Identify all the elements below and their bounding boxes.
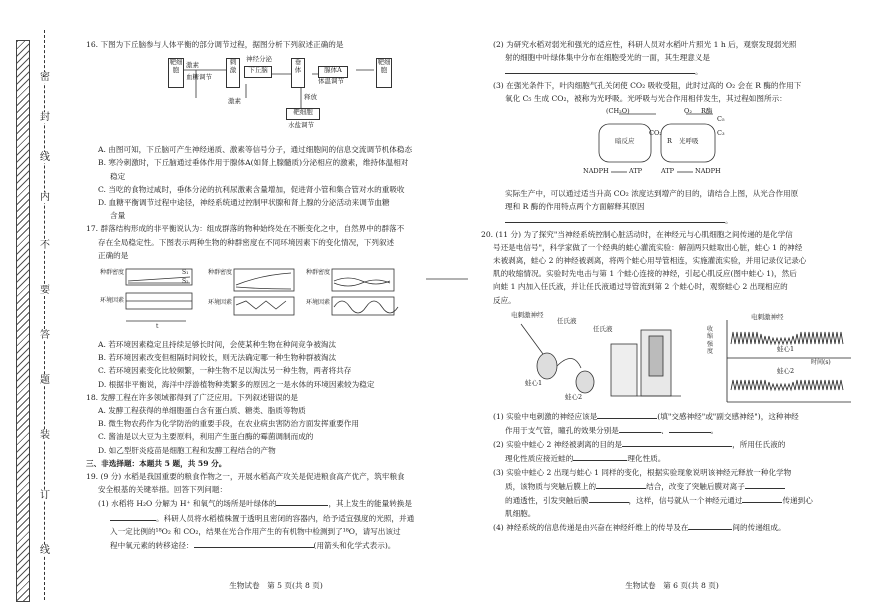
q17-option-a: A. 若环境因素稳定且持续足够长时间，会使某种生物在种间竞争被淘汰: [98, 340, 337, 350]
q19-sub3-line-5: 。: [481, 213, 859, 227]
q16-arrows: [86, 54, 468, 140]
binding-label: 要: [40, 285, 50, 296]
q17-label-time: t: [156, 323, 159, 331]
q20-sub2-line-2: 理化性质应接近蛙的 理化性质。: [481, 451, 859, 465]
q20-apparatus-figure: [481, 310, 859, 406]
footer-page-6: 生物试卷 第 6 页(共 8 页): [625, 581, 719, 590]
answer-blank[interactable]: [745, 479, 785, 489]
q18-option-b: B. 微生物农药作为化学防治的重要手段，在农业病虫害防治方面发挥重要作用: [98, 419, 359, 429]
q19-label-dark: 暗反应: [615, 137, 635, 146]
q20-line-5: 向蛙 1 内加入任氏液，并让任氏液通过导管流到第 2 个蛙心时，观察蛙心 2 出现相应的: [493, 282, 788, 292]
q19-label-r: R: [667, 137, 672, 146]
q19-label-atp-1: ATP: [629, 167, 643, 176]
q16-option-b: B. 寒冷刺激时，下丘脑通过垂体作用于腺体A(如肾上腺髓质)分泌相应的激素，维持体温相对: [98, 158, 409, 168]
q20-line-3: 未被剥离，蛙心 2 的神经被剥离，将两个蛙心用导管相连，实施灌流实验，并用记录仪记录心: [493, 256, 807, 266]
q16-target-cell-2: 靶细胞: [376, 58, 392, 88]
binding-hatch: [16, 40, 30, 602]
q17-label-env: 环境因素: [100, 297, 125, 305]
page-5: [86, 38, 468, 552]
q19-sub1-line-4: 程中氧元素的转移途径： (用箭头和化学式表示)。: [86, 538, 468, 552]
q17-stem-1: 17. 群落结构形成的非平衡说认为：组成群落的物种始终处在不断变化之中，自然界中的群落不: [86, 224, 405, 234]
page-6: [481, 38, 859, 535]
section-3-heading: 三、非选择题：本题共 5 题，共 59 分。: [86, 458, 227, 468]
answer-blank[interactable]: [669, 423, 711, 433]
q18-option-c: C. 酱油是以大豆为主要原料，利用产生蛋白酶的霉菌调制而成的: [98, 432, 314, 442]
q16-label-hormone2: 激素: [228, 97, 241, 106]
q16-diagram: [86, 54, 468, 140]
q19-sub1-line-1: (1) 水稻将 H₂O 分解为 H⁺ 和氧气的场所是叶绿体的 ，其上发生的能量转换是: [86, 496, 468, 510]
binding-label: 线: [40, 152, 50, 163]
q19-sub3-line-2: 氧化 C₅ 生成 CO₂，被称为光呼吸。光呼吸与光合作用相伴发生，其过程如图所示：: [505, 93, 787, 103]
q16-pituitary-box: 垂体: [291, 58, 305, 88]
q20-line-6: 反应。: [493, 295, 516, 305]
q19-label-atp-2: ATP: [661, 167, 675, 176]
answer-blank[interactable]: [742, 493, 782, 503]
q19-sub2-line-1: (2) 为研究水稻对弱光和强光的适应性，科研人员对水稻叶片照光 1 h 后，观察发现弱光照: [493, 40, 797, 49]
q20-sub3-line-2: 质，该物质与突触后膜上的 结合，改变了突触后膜对离子: [481, 479, 859, 493]
q20-sub3-line-4: 肌细胞。: [505, 509, 536, 519]
answer-blank[interactable]: [505, 213, 725, 223]
binding-label: 答: [40, 330, 50, 341]
q20-line-2: 号还是电信号"，科学家做了一个经典的蛙心灌流实验：解剖两只蛙取出心脏，蛙心 1 的神经: [493, 242, 803, 252]
q16-label-blood: 血糖调节: [186, 73, 212, 82]
q19-label-nadph-2: NADPH: [695, 167, 721, 176]
q19-sub3-line-4: 理和 R 酶的作用特点两个方面解释其原因: [505, 202, 645, 212]
q20-sub4-line-1: (4) 神经系统的信息传递是由兴奋在神经纤维上的传导及在 间的传递组成。: [481, 520, 859, 534]
answer-blank[interactable]: [589, 493, 629, 503]
q17-label-s1: S₁: [182, 269, 189, 277]
q18-stem: 18. 发酵工程在许多领域都得到了广泛应用。下列叙述错误的是: [86, 392, 298, 402]
q19-label-photoresp: 光呼吸: [679, 137, 699, 146]
q20-trace-graph: [727, 320, 851, 402]
q19-label-nadph-1: NADPH: [583, 167, 609, 176]
q17-option-b: B. 若环境因素改变但相隔时间较长，则无法确定哪一种生物种群被淘汰: [98, 353, 337, 363]
q16-label-release: 释放: [304, 93, 317, 102]
q16-label-temp: 体温调节: [318, 77, 344, 86]
q16-label-hormone: 激素: [186, 61, 199, 70]
q16-option-a: A. 由图可知，下丘脑可产生神经递质、激素等信号分子，通过细胞间的信息交流调节机体稳态: [98, 145, 413, 155]
answer-blank[interactable]: [597, 409, 657, 419]
q19-sub3-line-1: (3) 在强光条件下，叶肉细胞气孔关闭使 CO₂ 吸收受阻，此时过高的 O₂ 会在 R 酶的作用下: [493, 80, 802, 90]
answer-blank[interactable]: [619, 423, 661, 433]
q17-graph-svg: [86, 265, 468, 335]
binding-label: 题: [40, 375, 50, 386]
answer-blank[interactable]: [110, 511, 156, 521]
q16-stimulus-box: 刺激: [226, 58, 240, 88]
q19-label-c5: C₅: [717, 115, 725, 124]
q19-sub2-line-2: 射的细胞中叶绿体集中分布在细胞受光的一面，其生理意义是: [505, 53, 711, 63]
binding-label: 装: [40, 430, 50, 441]
q19-photorespiration-diagram: [481, 108, 859, 184]
answer-blank[interactable]: [688, 520, 732, 530]
q16-option-d-cont: 含量: [110, 211, 126, 221]
q19-sub1-line-2: 。科研人员将水稻植株置于透明且密闭的容器内，给予适宜强度的光照，并通: [86, 511, 468, 525]
q17-option-d: D. 根据非平衡说，海洋中浮游植物种类繁多的原因之一是水体的环境因素较为稳定: [98, 379, 375, 389]
q20-sub2-line-1: (2) 实验中蛙心 2 神经被剥离的目的是 ，所用任氏液的: [481, 437, 859, 451]
q20-label-axis-y: 收缩强度: [707, 325, 714, 356]
q16-target-cell-3: 靶细胞: [286, 108, 320, 120]
q16-label-sense: 神经分泌: [246, 55, 272, 64]
q20-sub3-line-1: (3) 实验中蛙心 2 出现与蛙心 1 同样的变化，根据实验现象说明该神经元释放一种化学物: [493, 467, 792, 477]
q16-gland-a-box: 腺体A: [318, 66, 348, 78]
q17-stem-3: 正确的是: [98, 250, 129, 260]
q17-label-density-3: 种群密度: [306, 269, 331, 277]
q17-label-s2: S₂: [182, 278, 189, 286]
footer-page-5: 生物试卷 第 5 页(共 8 页): [229, 581, 323, 590]
q18-option-a: A. 发酵工程获得的单细胞蛋白含有蛋白质、糖类、脂质等物质: [98, 406, 306, 416]
q20-label-trace-2: 蛙心2: [777, 366, 795, 375]
q16-target-cell: 靶细胞: [168, 58, 184, 88]
q20-sub3-line-3: 的通透性，引发突触后膜 ，这样，信号就从一个神经元通过 传递到心: [481, 493, 859, 507]
q20-line-1: 20. (11 分) 为了探究"当神经系统控制心脏活动时，在神经元与心肌细胞之间传递的是化学信: [481, 229, 793, 239]
q20-label-trace-1: 蛙心1: [777, 344, 795, 353]
answer-blank[interactable]: [276, 496, 328, 506]
q16-label-water: 水盐调节: [288, 121, 314, 130]
q19-sub2-line-3: 。: [481, 64, 859, 78]
q19-sub3-line-3: 实际生产中，可以通过适当升高 CO₂ 浓度达到增产的目的，请结合上图，从光合作用原: [505, 189, 799, 199]
q16-option-b-cont: 稳定: [110, 171, 126, 181]
binding-label: 密: [40, 72, 50, 83]
binding-label: 内: [40, 192, 50, 203]
q20-label-ringer: 任氏液: [557, 316, 577, 325]
q20-sub1-line-1: (1) 实验中电刺激的神经应该是 (填"交感神经"或"副交感神经")，这种神经: [481, 409, 859, 423]
answer-blank[interactable]: [596, 479, 646, 489]
q19-line-2: 安全根基的关键举措。回答下列问题：: [98, 485, 228, 495]
answer-blank[interactable]: [194, 538, 314, 548]
q17-option-c: C. 若环境因素变化比较频繁，一种生物不足以淘汰另一种生物，两者将共存: [98, 366, 352, 376]
q16-option-d: D. 血糖平衡调节过程中途径，神经系统通过控制甲状腺和肾上腺的分泌活动来调节血糖: [98, 198, 390, 208]
q20-label-heart-1: 蛙心1: [525, 378, 543, 387]
q17-label-env-2: 环境因素: [208, 299, 233, 307]
answer-blank[interactable]: [505, 64, 695, 74]
q20-label-axis-x: 时间(s): [811, 358, 831, 366]
q16-stem: 16. 下图为下丘脑参与人体平衡的部分调节过程，据图分析下列叙述正确的是: [86, 40, 344, 49]
q19-sub1-line-3: 入一定比例的¹⁸O₂ 和 CO₂，结果在光合作用产生的有机物中检测到了¹⁸O，请写出该过: [110, 526, 401, 536]
binding-label: 订: [40, 490, 50, 501]
q20-line-4: 肌的收缩情况。实验时先电击与第 1 个蛙心连接的神经，引起心肌反应(图中蛙心 1)，然后: [493, 269, 797, 279]
q20-sub1-line-2: 作用于支气管，瞳孔的效果分别是 、 。: [481, 423, 859, 437]
q17-graphs: [86, 265, 468, 335]
q17-label-density: 种群密度: [100, 269, 125, 277]
binding-label: 封: [40, 112, 50, 123]
q20-apparatus-svg: [481, 310, 859, 406]
q20-label-ringer-2: 任氏液: [593, 324, 613, 333]
q16-hypothalamus-box: 下丘脑: [244, 66, 272, 78]
q16-option-c: C. 当吃的食物过咸时，垂体分泌的抗利尿激素含量增加，促进肾小管和集合管对水的重吸收: [98, 184, 405, 194]
q19-label-co2: CO₂: [649, 129, 662, 138]
q19-line-1: 19. (9 分) 水稻是我国重要的粮食作物之一，开展水稻高产攻关是促进粮食高产优产，筑牢粮食: [86, 472, 405, 482]
q20-label-trace-title: 电刺激神经: [751, 312, 784, 321]
binding-label: 线: [40, 545, 50, 556]
binding-label: 不: [40, 240, 50, 251]
q20-label-heart-2: 蛙心2: [565, 392, 583, 401]
q20-label-stim: 电刺激神经: [511, 310, 544, 319]
q19-label-o2: O₂: [684, 107, 692, 116]
binding-margin: [0, 0, 68, 615]
q17-label-density-2: 种群密度: [208, 269, 233, 277]
answer-blank[interactable]: [573, 451, 627, 461]
q19-label-c3: C₃: [717, 129, 725, 138]
answer-blank[interactable]: [622, 437, 732, 447]
q19-label-ch2o: (CH₂O): [606, 107, 630, 116]
q17-label-env-3: 环境因素: [306, 299, 331, 307]
q18-option-d: D. 如乙型肝炎疫苗是细胞工程和发酵工程结合的产物: [98, 445, 276, 455]
q17-stem-2: 存在全局稳定性。下图表示两种生物的种群密度在不同环境因素下的变化情况，下列叙述: [98, 237, 395, 247]
q19-label-r-enzyme: R酶: [701, 107, 713, 116]
